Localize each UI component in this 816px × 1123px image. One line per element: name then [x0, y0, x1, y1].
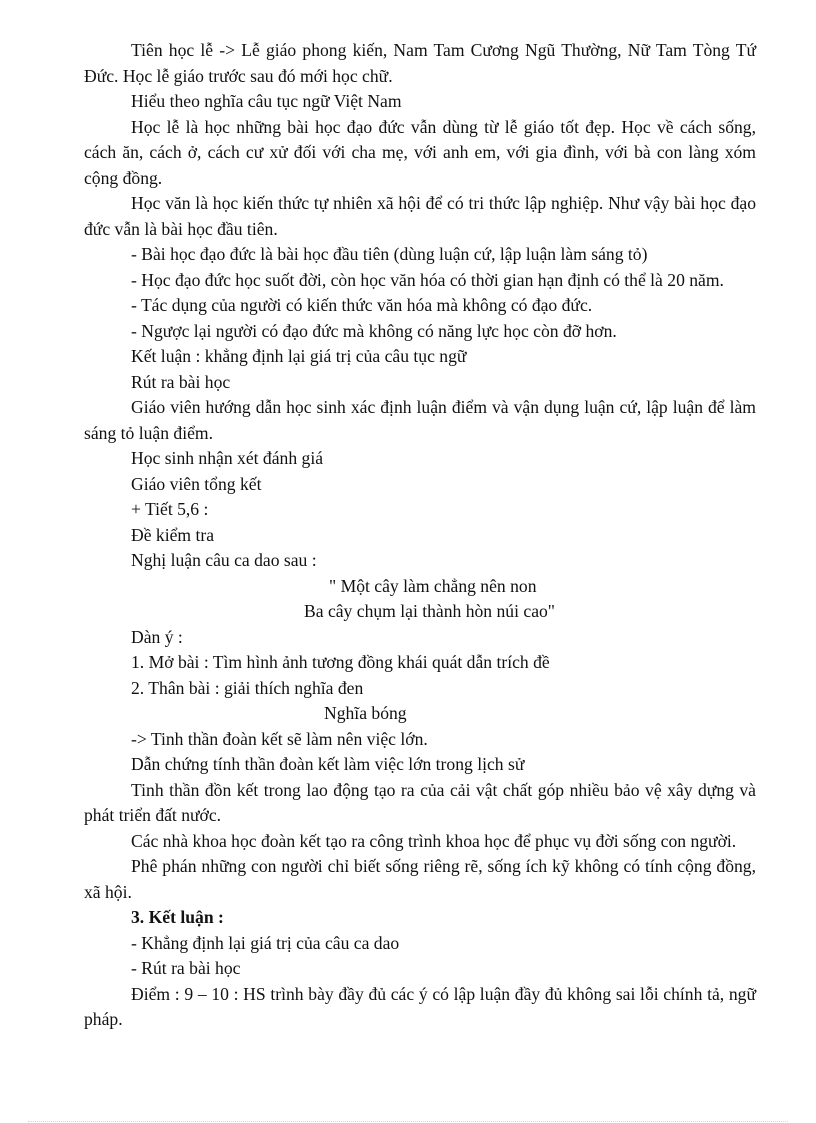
- section-heading-ket-luan: 3. Kết luận :: [131, 907, 224, 927]
- list-item: - Tác dụng của người có kiến thức văn hóa mà không có đạo đức.: [131, 295, 593, 315]
- paragraph-hoc-sinh-nhan-xet: Học sinh nhận xét đánh giá: [131, 448, 324, 468]
- exam-prompt: Nghị luận câu ca dao sau :: [131, 550, 317, 570]
- quote-line-2: Ba cây chụm lại thành hòn núi cao": [304, 601, 555, 621]
- section-heading-de-kiem-tra: Đề kiểm tra: [131, 524, 215, 545]
- list-item: -> Tinh thần đoàn kết sẽ làm nên việc lớn.: [131, 728, 428, 749]
- outline-subitem-nghia-bong: Nghĩa bóng: [324, 703, 407, 723]
- list-item: - Khẳng định lại giá trị của câu ca dao: [131, 932, 400, 953]
- quote-line-1: " Một cây làm chẳng nên non: [329, 575, 537, 596]
- paragraph-tien-hoc-le: Tiên học lễ -> Lễ giáo phong kiến, Nam Tam Cương Ngũ Thường, Nữ Tam Tòng Tứ Đức. Học lễ giáo trước sau đó mới học chữ.: [84, 40, 756, 86]
- paragraph-phe-phan: Phê phán những con người chỉ biết sống riêng rẽ, sống ích kỹ không có tính cộng đồng, xã hội.: [84, 856, 756, 902]
- list-item: - Ngược lại người có đạo đức mà không có năng lực học còn đỡ hơn.: [131, 320, 617, 341]
- paragraph-ket-luan: Kết luận : khẳng định lại giá trị của câu tục ngữ: [131, 346, 467, 366]
- page-bottom-rule: [28, 1121, 788, 1122]
- outline-item-than-bai: 2. Thân bài : giải thích nghĩa đen: [131, 677, 364, 698]
- paragraph-giao-vien-huong-dan: Giáo viên hướng dẫn học sinh xác định luận điểm và vận dụng luận cứ, lập luận để làm sáng tỏ luận điểm.: [84, 397, 756, 443]
- section-heading-tiet: + Tiết 5,6 :: [131, 499, 209, 519]
- list-item: - Học đạo đức học suốt đời, còn học văn hóa có thời gian hạn định có thể là 20 năm.: [131, 269, 724, 290]
- paragraph-diem: Điểm : 9 – 10 : HS trình bày đầy đủ các ý có lập luận đầy đủ không sai lỗi chính tả, ngữ pháp.: [84, 983, 756, 1029]
- list-item: - Bài học đạo đức là bài học đầu tiên (dùng luận cứ, lập luận làm sáng tỏ): [131, 244, 648, 264]
- paragraph-nha-khoa-hoc: Các nhà khoa học đoàn kết tạo ra công trình khoa học để phục vụ đời sống con người.: [131, 830, 737, 851]
- paragraph-hoc-van: Học văn là học kiến thức tự nhiên xã hội để có tri thức lập nghiệp. Như vậy bài học đạo đức vẫn là bài học đầu tiên.: [84, 193, 756, 239]
- paragraph-hoc-le: Học lễ là học những bài học đạo đức vẫn dùng từ lễ giáo tốt đẹp. Học về cách sống, cách ăn, cách ở, cách cư xử đối với cha mẹ, với anh em, với gia đình, với bà con làng xóm cộng đồng.: [84, 116, 756, 188]
- paragraph-hieu-theo-nghia: Hiểu theo nghĩa câu tục ngữ Việt Nam: [131, 91, 402, 111]
- paragraph-tinh-than: Tinh thần đồn kết trong lao động tạo ra của cải vật chất góp nhiều bảo vệ xây dựng và phát triển đất nước.: [84, 779, 756, 825]
- document-page: [84, 38, 756, 1033]
- outline-heading: Dàn ý :: [131, 626, 183, 647]
- paragraph-dan-chung: Dẫn chứng tính thần đoàn kết làm việc lớn trong lịch sử: [131, 754, 525, 774]
- outline-item-mo-bai: 1. Mở bài : Tìm hình ảnh tương đồng khái quát dẫn trích đề: [131, 652, 550, 672]
- list-item: - Rút ra bài học: [131, 958, 241, 978]
- paragraph-rut-ra-bai-hoc: Rút ra bài học: [131, 371, 231, 392]
- paragraph-giao-vien-tong-ket: Giáo viên tổng kết: [131, 473, 262, 494]
